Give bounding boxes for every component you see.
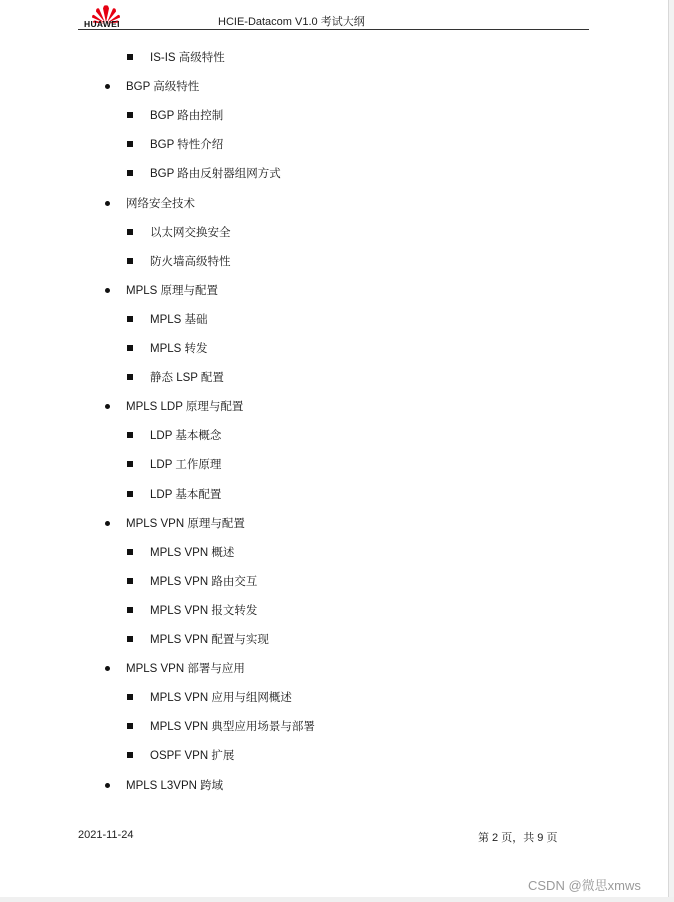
outline-item-text: BGP 特性介绍 bbox=[150, 139, 224, 151]
outline-item-text: IS-IS 高级特性 bbox=[150, 52, 225, 64]
outline-item-text: MPLS VPN 应用与组网概述 bbox=[150, 692, 292, 704]
outline-subtopic bbox=[127, 224, 231, 240]
square-bullet-icon bbox=[127, 170, 133, 176]
square-bullet-icon bbox=[127, 345, 133, 351]
square-bullet-icon bbox=[127, 141, 133, 147]
outline-item-text: BGP 路由控制 bbox=[150, 110, 224, 122]
round-bullet-icon bbox=[105, 404, 110, 409]
outline-subtopic bbox=[127, 573, 257, 589]
square-bullet-icon bbox=[127, 112, 133, 118]
outline-item-text: BGP 路由反射器组网方式 bbox=[150, 168, 281, 180]
outline-item-text: MPLS 基础 bbox=[150, 314, 208, 326]
outline-subtopic bbox=[127, 602, 257, 618]
square-bullet-icon bbox=[127, 636, 133, 642]
outline-item-text: 以太网交换安全 bbox=[150, 227, 231, 239]
round-bullet-icon bbox=[105, 84, 110, 89]
outline-item-text: 防火墙高级特性 bbox=[150, 256, 231, 268]
outline-topic bbox=[105, 398, 243, 414]
round-bullet-icon bbox=[105, 666, 110, 671]
outline-topic bbox=[105, 777, 223, 793]
outline-item-text: MPLS L3VPN 跨域 bbox=[126, 780, 224, 792]
outline-subtopic bbox=[127, 311, 208, 327]
outline-subtopic bbox=[127, 544, 234, 560]
document-header-title: HCIE-Datacom V1.0 考试大纲 bbox=[218, 16, 365, 28]
outline-item-text: 静态 LSP 配置 bbox=[150, 372, 224, 384]
outline-subtopic bbox=[127, 165, 281, 181]
outline-item-text: LDP 工作原理 bbox=[150, 459, 222, 471]
outline-subtopic bbox=[127, 689, 292, 705]
square-bullet-icon bbox=[127, 258, 133, 264]
outline-topic bbox=[105, 282, 218, 298]
outline-topic bbox=[105, 195, 195, 211]
outline-subtopic bbox=[127, 427, 221, 443]
outline-subtopic bbox=[127, 49, 225, 65]
footer-page-number: 第 2 页，共 9 页 bbox=[478, 832, 558, 844]
viewer-scroll-gutter bbox=[669, 0, 674, 902]
outline-subtopic bbox=[127, 456, 221, 472]
outline-item-text: MPLS VPN 部署与应用 bbox=[126, 663, 245, 675]
outline-subtopic bbox=[127, 253, 231, 269]
header-divider bbox=[78, 29, 589, 30]
outline-item-text: 网络安全技术 bbox=[126, 198, 195, 210]
csdn-watermark: CSDN @微思xmws bbox=[528, 878, 641, 893]
outline-item-text: MPLS VPN 典型应用场景与部署 bbox=[150, 721, 315, 733]
outline-item-text: BGP 高级特性 bbox=[126, 81, 200, 93]
outline-item-text: MPLS VPN 配置与实现 bbox=[150, 634, 269, 646]
round-bullet-icon bbox=[105, 783, 110, 788]
outline-topic bbox=[105, 78, 199, 94]
outline-subtopic bbox=[127, 631, 269, 647]
footer-date: 2021-11-24 bbox=[78, 829, 134, 841]
square-bullet-icon bbox=[127, 549, 133, 555]
outline-item-text: MPLS VPN 概述 bbox=[150, 547, 235, 559]
outline-item-text: MPLS 原理与配置 bbox=[126, 285, 219, 297]
outline-item-text: MPLS VPN 路由交互 bbox=[150, 576, 258, 588]
square-bullet-icon bbox=[127, 432, 133, 438]
square-bullet-icon bbox=[127, 578, 133, 584]
outline-subtopic bbox=[127, 718, 315, 734]
outline-item-text: OSPF VPN 扩展 bbox=[150, 750, 235, 762]
outline-subtopic bbox=[127, 107, 223, 123]
outline-subtopic bbox=[127, 486, 221, 502]
square-bullet-icon bbox=[127, 461, 133, 467]
square-bullet-icon bbox=[127, 752, 133, 758]
outline-subtopic bbox=[127, 340, 208, 356]
outline-item-text: LDP 基本配置 bbox=[150, 489, 222, 501]
outline-item-text: MPLS VPN 原理与配置 bbox=[126, 518, 245, 530]
outline-item-text: MPLS LDP 原理与配置 bbox=[126, 401, 244, 413]
square-bullet-icon bbox=[127, 491, 133, 497]
round-bullet-icon bbox=[105, 201, 110, 206]
square-bullet-icon bbox=[127, 316, 133, 322]
square-bullet-icon bbox=[127, 229, 133, 235]
outline-subtopic bbox=[127, 369, 224, 385]
outline-subtopic bbox=[127, 136, 223, 152]
outline-topic bbox=[105, 515, 245, 531]
square-bullet-icon bbox=[127, 374, 133, 380]
page-bottom-edge bbox=[0, 897, 674, 902]
outline-item-text: LDP 基本概念 bbox=[150, 430, 222, 442]
square-bullet-icon bbox=[127, 694, 133, 700]
square-bullet-icon bbox=[127, 54, 133, 60]
square-bullet-icon bbox=[127, 723, 133, 729]
outline-topic bbox=[105, 660, 245, 676]
logo-wordmark: HUAWEI bbox=[84, 19, 120, 29]
round-bullet-icon bbox=[105, 288, 110, 293]
round-bullet-icon bbox=[105, 521, 110, 526]
outline-subtopic bbox=[127, 747, 234, 763]
outline-item-text: MPLS 转发 bbox=[150, 343, 208, 355]
outline-item-text: MPLS VPN 报文转发 bbox=[150, 605, 258, 617]
square-bullet-icon bbox=[127, 607, 133, 613]
